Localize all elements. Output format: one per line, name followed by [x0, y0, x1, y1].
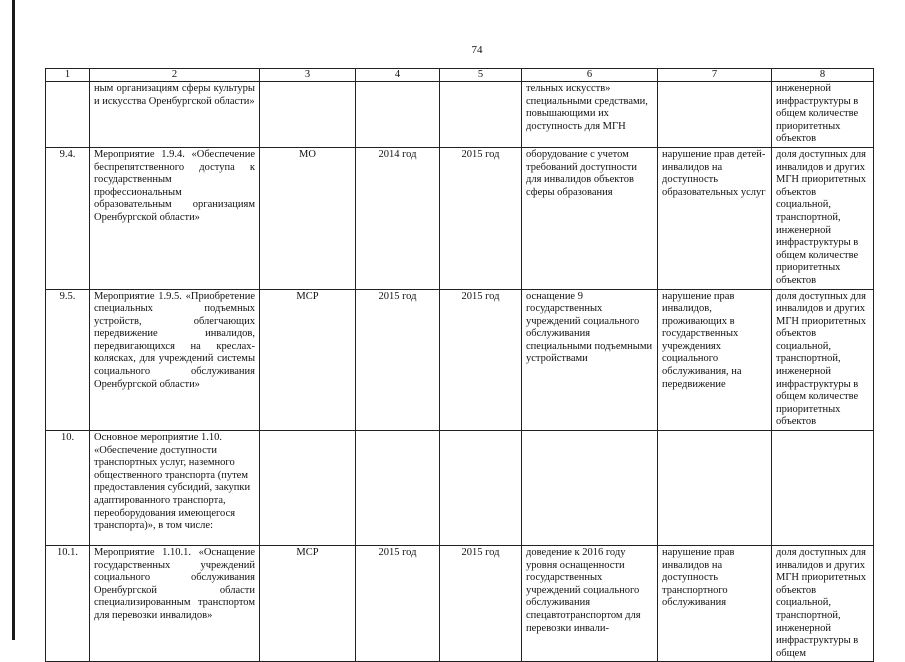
- consequence-cell: нарушение прав детей-инвалидов на доступность образовательных услуг: [658, 147, 772, 289]
- consequence-cell: нарушение прав инвалидов, проживающих в государственных учреждениях социального обслуживания, на передвижение: [658, 289, 772, 431]
- start-year-cell: 2015 год: [356, 289, 440, 431]
- measure-name-cell: Мероприятие 1.10.1. «Оснащение государственных учреждений социального обслуживания Оренбургской области специализированным транспортом для перевозки инвалидов»: [90, 546, 260, 662]
- row-number-cell: 9.4.: [46, 147, 90, 289]
- column-number-header: 4: [356, 69, 440, 82]
- column-number-header: 2: [90, 69, 260, 82]
- start-year-cell: 2014 год: [356, 147, 440, 289]
- executor-cell: МСР: [260, 289, 356, 431]
- row-number-cell: 10.1.: [46, 546, 90, 662]
- table-row: [46, 289, 874, 431]
- start-year-cell: 2015 год: [356, 546, 440, 662]
- expected-result-cell: оборудование с учетом требований доступности для инвалидов объектов сферы образования: [522, 147, 658, 289]
- table-row: [46, 147, 874, 289]
- table-row: [46, 82, 874, 148]
- expected-result-cell: [522, 431, 658, 546]
- table-header-row: [46, 69, 874, 82]
- indicator-cell: [772, 431, 874, 546]
- row-number-cell: 9.5.: [46, 289, 90, 431]
- measure-name-cell: ным организациям сферы культуры и искусства Оренбургской области»: [90, 82, 260, 148]
- table-row: [46, 431, 874, 546]
- consequence-cell: нарушение прав инвалидов на доступность транспортного обслуживания: [658, 546, 772, 662]
- expected-result-cell: тельных искусств» специальными средствами, повышающими их доступность для МГН: [522, 82, 658, 148]
- measure-name-cell: Мероприятие 1.9.5. «Приобретение специальных подъемных устройств, облегчающих передвижение инвалидов, передвигающихся на креслах-колясках, для учреждений системы социального обслуживания Оренбургской области»: [90, 289, 260, 431]
- row-number-cell: [46, 82, 90, 148]
- end-year-cell: 2015 год: [440, 546, 522, 662]
- table-row: [46, 546, 874, 662]
- column-number-header: 8: [772, 69, 874, 82]
- indicator-cell: доля доступных для инвалидов и других МГН приоритетных объектов социальной, транспортной, инженерной инфраструктуры в общем количестве приоритетных объектов: [772, 289, 874, 431]
- executor-cell: МСР: [260, 546, 356, 662]
- end-year-cell: [440, 82, 522, 148]
- indicator-cell: доля доступных для инвалидов и других МГН приоритетных объектов социальной, транспортной, инженерной инфраструктуры в общем: [772, 546, 874, 662]
- start-year-cell: [356, 82, 440, 148]
- column-number-header: 3: [260, 69, 356, 82]
- binding-edge-line: [12, 0, 15, 640]
- expected-result-cell: доведение к 2016 году уровня оснащенности государственных учреждений социального обслуживания спецавтотранспортом для перевозки инвали-: [522, 546, 658, 662]
- column-number-header: 1: [46, 69, 90, 82]
- executor-cell: МО: [260, 147, 356, 289]
- expected-result-cell: оснащение 9 государственных учреждений социального обслуживания специальными подъемными устройствами: [522, 289, 658, 431]
- executor-cell: [260, 431, 356, 546]
- indicator-cell: доля доступных для инвалидов и других МГН приоритетных объектов социальной, транспортной, инженерной инфраструктуры в общем количестве приоритетных объектов: [772, 147, 874, 289]
- consequence-cell: [658, 431, 772, 546]
- end-year-cell: 2015 год: [440, 147, 522, 289]
- column-number-header: 5: [440, 69, 522, 82]
- measure-name-cell: Мероприятие 1.9.4. «Обеспечение беспрепятственного доступа к государственным профессиональным образовательным организациям Оренбургской области»: [90, 147, 260, 289]
- measure-name-cell: Основное мероприятие 1.10. «Обеспечение доступности транспортных услуг, наземного общественного транспорта (путем предоставления субсидий, закупки адаптированного транспорта, переоборудования имеющегося транспорта)», в том числе:: [90, 431, 260, 546]
- column-number-header: 7: [658, 69, 772, 82]
- consequence-cell: [658, 82, 772, 148]
- measures-table: [45, 68, 874, 662]
- end-year-cell: 2015 год: [440, 289, 522, 431]
- start-year-cell: [356, 431, 440, 546]
- column-number-header: 6: [522, 69, 658, 82]
- page-number: 74: [471, 44, 483, 56]
- row-number-cell: 10.: [46, 431, 90, 546]
- end-year-cell: [440, 431, 522, 546]
- executor-cell: [260, 82, 356, 148]
- indicator-cell: инженерной инфраструктуры в общем количестве приоритетных объектов: [772, 82, 874, 148]
